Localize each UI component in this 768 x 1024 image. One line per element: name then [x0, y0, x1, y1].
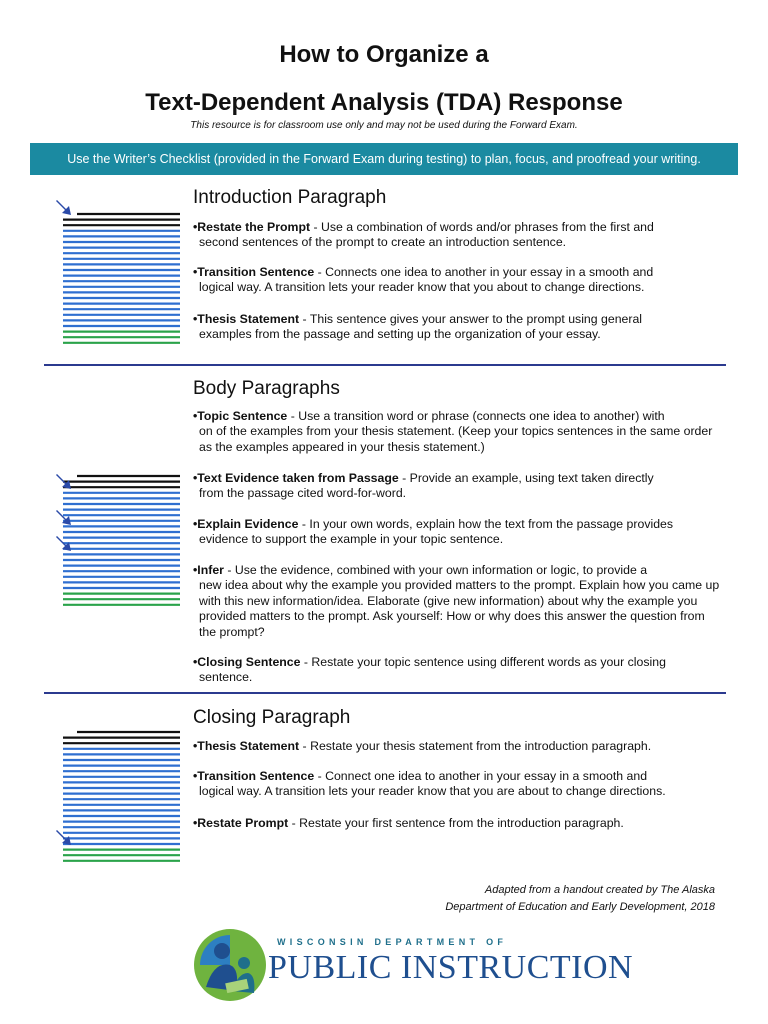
- bullet-continuation: on of the examples from your thesis statement. (Keep your topics sentences in the same order as the examples appeared in your thesis statement.): [199, 424, 713, 454]
- bullet-label: •Infer: [193, 563, 224, 577]
- bullet-text: - Use a combination of words and/or phrases from the first and: [310, 220, 654, 234]
- page-title-line2: Text-Dependent Analysis (TDA) Response: [145, 89, 623, 116]
- bullet-text: - Connect one idea to another in your essay in a smooth and: [314, 769, 648, 783]
- body-title: Body Paragraphs: [193, 378, 340, 399]
- page-title-line1: How to Organize a: [279, 41, 489, 68]
- body-bullet-infer: [193, 563, 723, 640]
- bullet-label: •Text Evidence taken from Passage: [193, 471, 399, 485]
- bullet-label: •Transition Sentence: [193, 769, 315, 783]
- bullet-label: •Explain Evidence: [193, 517, 299, 531]
- logo-icon: [192, 925, 272, 1003]
- section-divider: [44, 692, 726, 694]
- intro-bullet-restate: [193, 220, 723, 251]
- bullet-continuation: evidence to support the example in your topic sentence.: [199, 532, 504, 547]
- credit-line1: Adapted from a handout created by The Alaska: [484, 884, 715, 896]
- bullet-text: - Use the evidence, combined with your own information or logic, to provide a: [223, 563, 648, 577]
- closing-title: Closing Paragraph: [193, 707, 351, 728]
- arrow-icon: [56, 200, 71, 215]
- body-bullet-evidence: [193, 471, 723, 502]
- intro-title: Introduction Paragraph: [193, 187, 387, 208]
- bullet-label: •Restate Prompt: [193, 816, 289, 830]
- bullet-continuation: new idea about why the example you provided matters to the prompt. Explain how you came up with this new information/idea. Elaborate (give new information) about why the example you provided matters to the prompt. Ask yourself: How or why does this answer the question from the prompt?: [199, 578, 720, 639]
- bullet-continuation: logical way. A transition lets your reader know that you about to change directions.: [199, 280, 645, 295]
- bullet-label: •Closing Sentence: [193, 655, 301, 669]
- bullet-text: - Provide an example, using text taken directly: [398, 471, 654, 485]
- credit-line2: Department of Education and Early Development, 2018: [445, 901, 715, 913]
- body-icon: [55, 462, 185, 612]
- bullet-continuation: logical way. A transition lets your reader know that you are about to change directions.: [199, 784, 666, 799]
- arrow-icon: [56, 510, 71, 525]
- intro-bullet-transition: [193, 265, 723, 296]
- bullet-continuation: examples from the passage and setting up the organization of your essay.: [199, 327, 601, 342]
- bullet-text: - Restate your topic sentence using different words as your closing: [300, 655, 666, 669]
- intro-bullet-thesis: [193, 312, 723, 343]
- bullet-label: •Restate the Prompt: [193, 220, 311, 234]
- bullet-label: •Thesis Statement: [193, 312, 300, 326]
- closing-icon: [55, 718, 185, 868]
- paragraph-lines-icon: [55, 718, 185, 868]
- checklist-banner: Use the Writer’s Checklist (provided in the Forward Exam during testing) to plan, focus, and proofread your writing.: [30, 143, 738, 175]
- intro-icon: [55, 200, 185, 350]
- bullet-label: •Transition Sentence: [193, 265, 315, 279]
- bullet-label: •Thesis Statement: [193, 739, 300, 753]
- closing-bullet-thesis: [193, 739, 723, 754]
- bullet-text: - Restate your thesis statement from the introduction paragraph.: [299, 739, 652, 753]
- bullet-text: - Restate your first sentence from the introduction paragraph.: [288, 816, 624, 830]
- body-bullet-topic: [193, 409, 723, 455]
- paragraph-lines-icon: [55, 462, 185, 612]
- disclaimer: This resource is for classroom use only and may not be used during the Forward Exam.: [190, 120, 578, 131]
- section-divider: [44, 364, 726, 366]
- dpi-logo: [192, 925, 634, 1003]
- bullet-continuation: from the passage cited word-for-word.: [199, 486, 407, 501]
- bullet-text: - Connects one idea to another in your essay in a smooth and: [314, 265, 654, 279]
- bullet-text: - Use a transition word or phrase (connects one idea to another) with: [287, 409, 665, 423]
- logo-name-text: PUBLIC INSTRUCTION: [268, 949, 634, 986]
- bullet-continuation: sentence.: [199, 670, 253, 685]
- paragraph-lines-icon: [55, 200, 185, 350]
- bullet-continuation: second sentences of the prompt to create an introduction sentence.: [199, 235, 567, 250]
- closing-bullet-transition: [193, 769, 723, 800]
- bullet-text: - In your own words, explain how the text from the passage provides: [298, 517, 674, 531]
- arrow-icon: [56, 474, 71, 489]
- closing-bullet-restate: [193, 816, 723, 831]
- body-bullet-explain: [193, 517, 723, 548]
- logo-department-text: WISCONSIN DEPARTMENT OF: [277, 937, 508, 947]
- body-bullet-closing: [193, 655, 723, 686]
- bullet-text: - This sentence gives your answer to the prompt using general: [299, 312, 643, 326]
- bullet-label: •Topic Sentence: [193, 409, 288, 423]
